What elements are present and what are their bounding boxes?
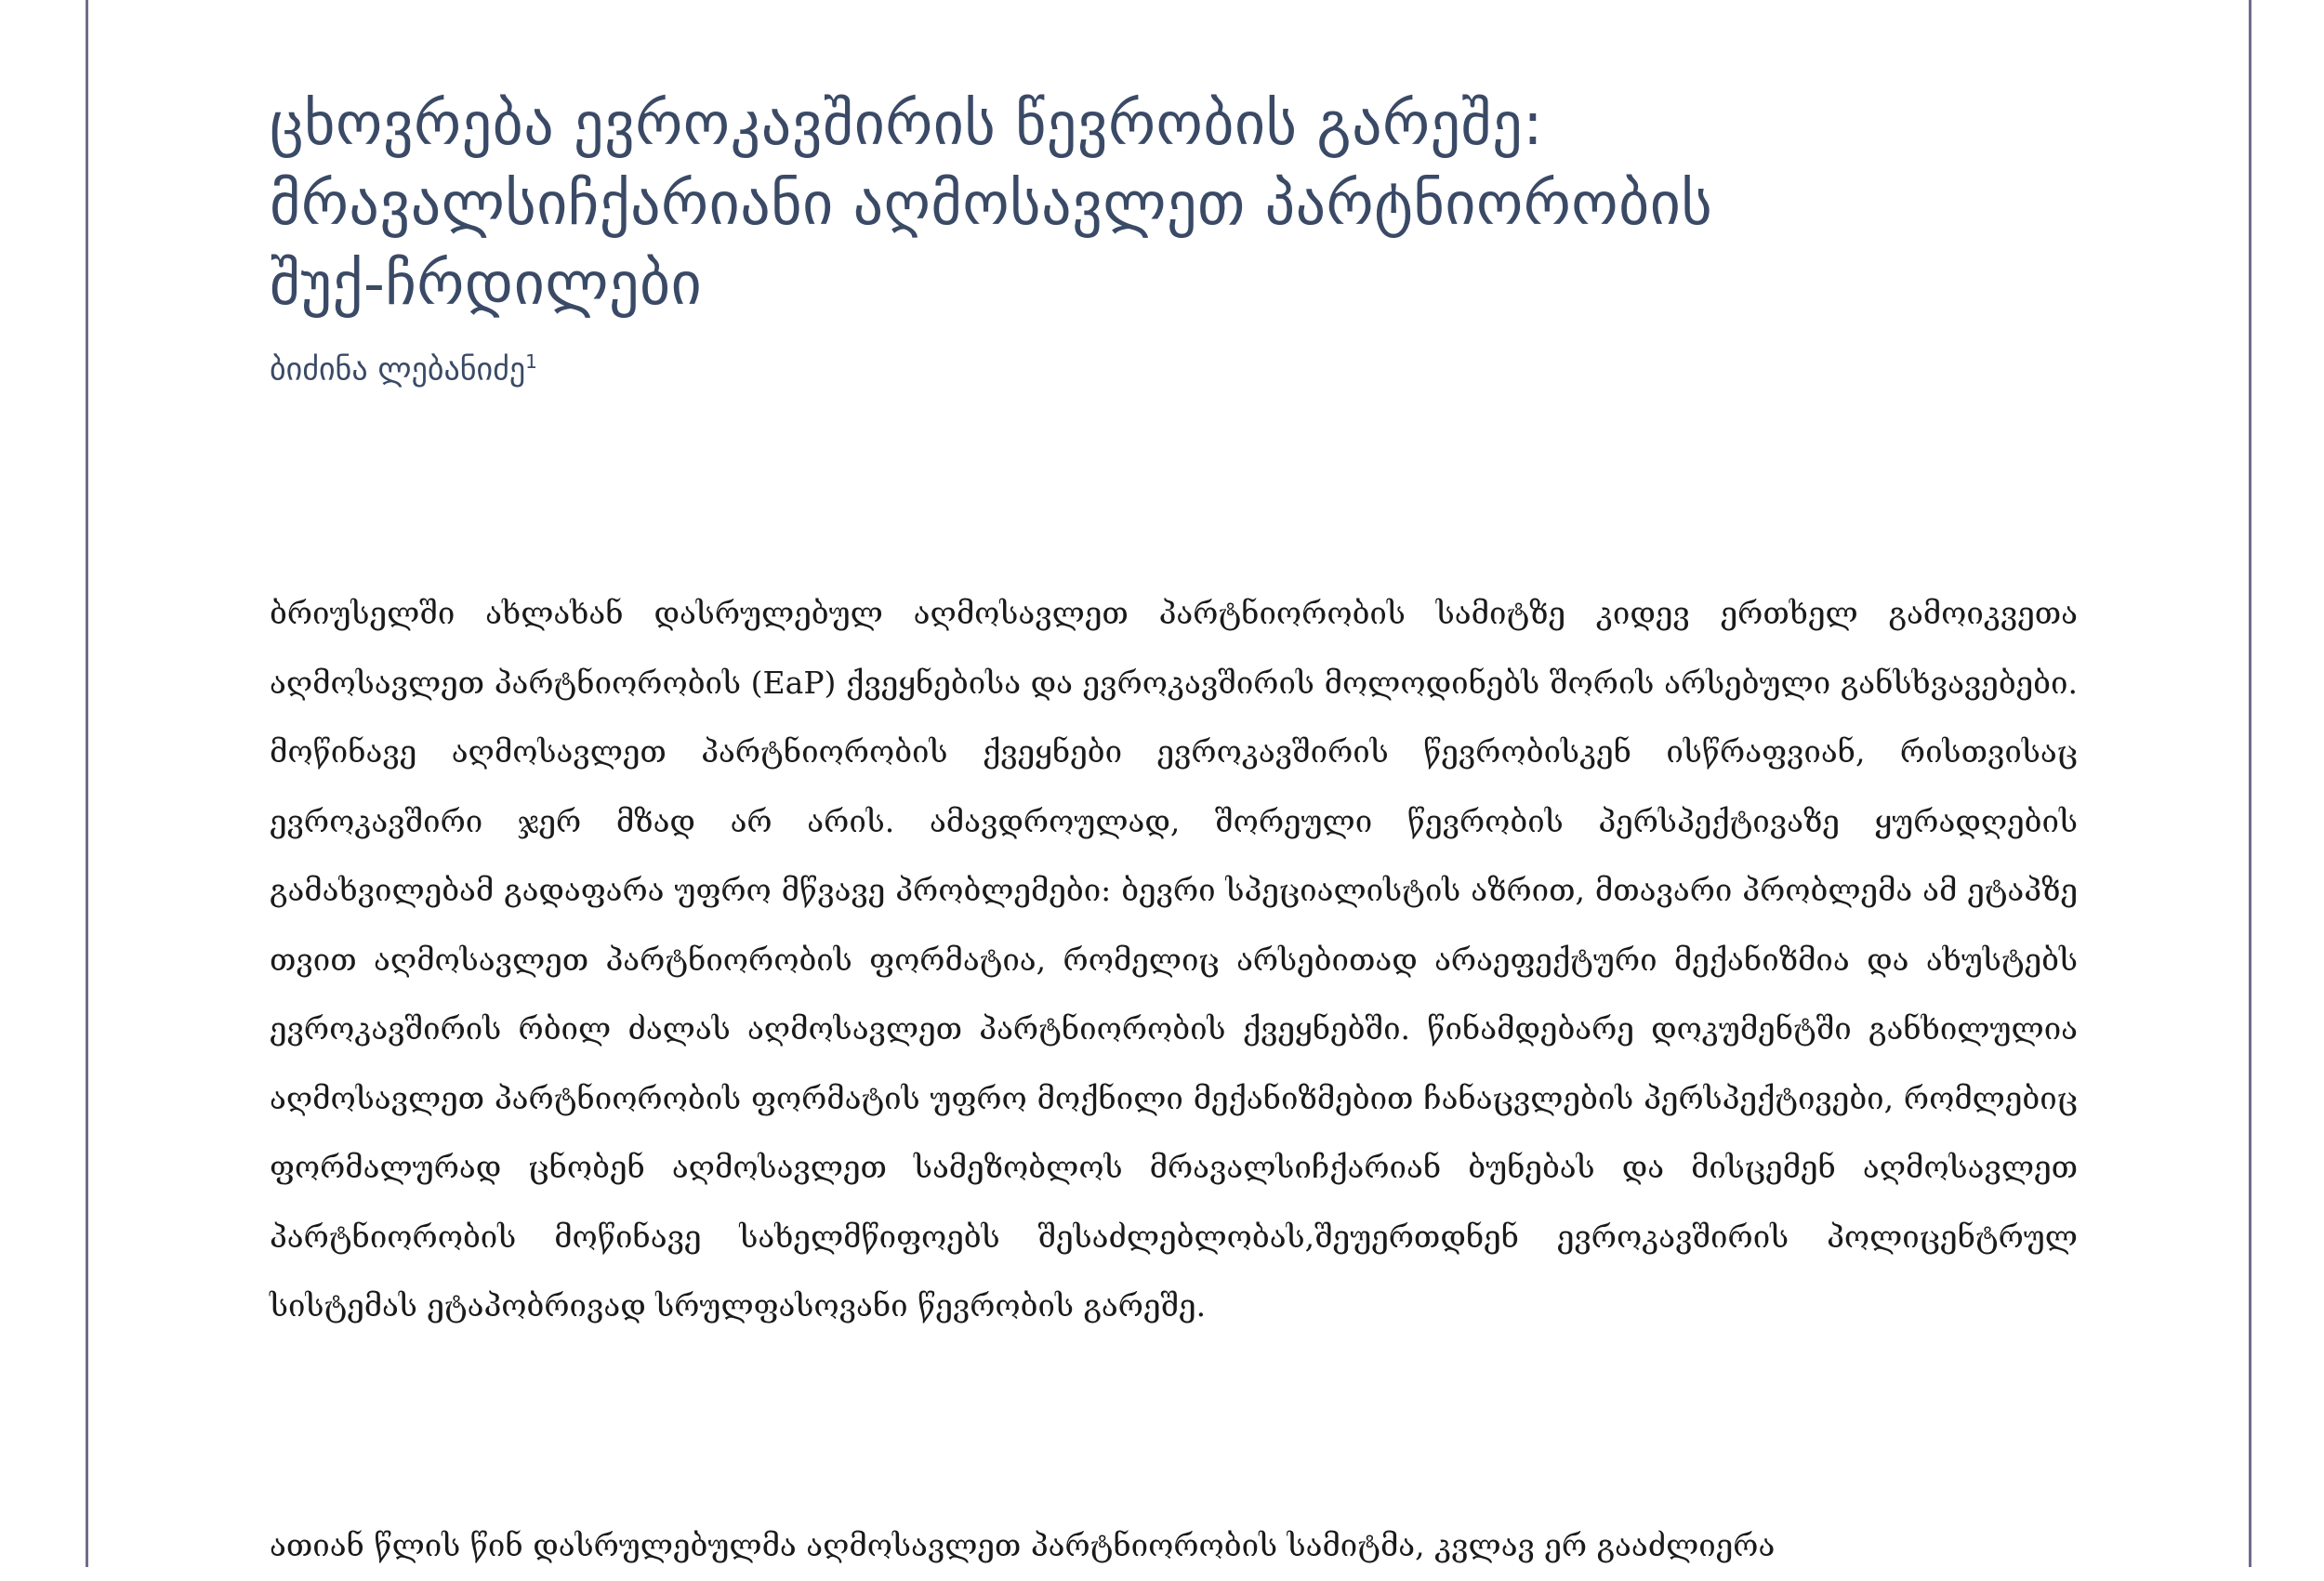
author-footnote-marker[interactable]: 1 [525, 350, 537, 373]
document-page [86, 0, 2251, 1567]
author-line [270, 350, 2078, 388]
author-name: ბიძინა ლებანიძე [270, 350, 526, 389]
title-line-2: მრავალსიჩქარიანი აღმოსავლეთ პარტნიორობის [270, 170, 1713, 239]
title-line-3: შუქ-ჩრდილები [270, 250, 703, 319]
title-line-1: ცხოვრება ევროკავშირის წევრობის გარეშე: [270, 90, 1544, 159]
next-paragraph: ათიან წლის წინ დასრულებულმა აღმოსავლეთ პარტნიორობის სამიტმა, კვლავ ერ გააძლიერა [270, 1527, 1776, 1563]
document-content [270, 85, 2078, 1563]
abstract-paragraph: ბრიუსელში ახლახან დასრულებულ აღმოსავლეთ პარტნიორობის სამიტზე კიდევ ერთხელ გამოიკვეთა აღმოსავლეთ პარტნიორობის (EaP) ქვეყნებისა და ევროკავშირის მოლოდინებს შორის არსებული განსხვავებები. მოწინავე აღმოსავლეთ პარტნიორობის ქვეყნები ევროკავშირის წევრობისკენ ისწრაფვიან, რისთვისაც ევროკავშირი ჯერ მზად არ არის. ამავდროულად, შორეული წევრობის პერსპექტივაზე ყურადღების გამახვილებამ გადაფარა უფრო მწვავე პრობლემები: ბევრი სპეციალისტის აზრით, მთავარი პრობლემა ამ ეტაპზე თვით აღმოსავლეთ პარტნიორობის ფორმატია, რომელიც არსებითად არაეფექტური მექანიზმია და ახუსტებს ევროკავშირის რბილ ძალას აღმოსავლეთ პარტნიორობის ქვეყნებში. წინამდებარე დოკუმენტში განხილულია აღმოსავლეთ პარტნიორობის ფორმატის უფრო მოქნილი მექანიზმებით ჩანაცვლების პერსპექტივები, რომლებიც ფორმალურად ცნობენ აღმოსავლეთ სამეზობლოს მრავალსიჩქარიან ბუნებას და მისცემენ აღმოსავლეთ პარტნიორობის მოწინავე სახელმწიფოებს შესაძლებლობას,შეუერთდნენ ევროკავშირის პოლიცენტრულ სისტემას ეტაპობრივად სრულფასოვანი წევრობის გარეშე. [270, 595, 2078, 1324]
document-title [270, 85, 2078, 324]
